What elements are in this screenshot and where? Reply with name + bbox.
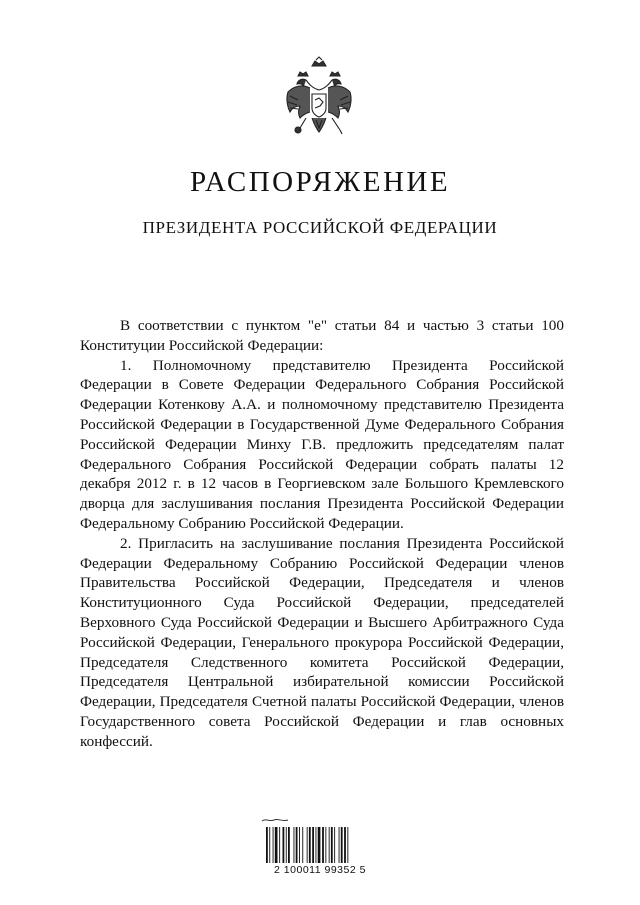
body-paragraph-2: 2. Пригласить на заслушивание послания Президента Российской Федерации Федеральному Собранию Российской Федерации членов Правительства Российской Федерации, Председателя и членов Конституционного Суда Российской Федерации, председателей Верховного Суда Российской Федерации и Высшего Арбитражного Суда Российской Федерации, Генерального прокурора Российской Федерации, Председателя Следственного комитета Российской Федерации, Председателя Центральной избирательной комиссии Российской Федерации, Председателя Счетной палаты Российской Федерации, членов Государственного совета Российской Федерации и глав основных конфессий. — [80, 534, 564, 750]
barcode-number: 2 100011 99352 5 — [274, 864, 366, 876]
russian-coat-of-arms-icon — [276, 56, 362, 144]
body-paragraph-intro: В соответствии с пунктом "е" статьи 84 и частью 3 статьи 100 Конституции Российской Федерации: — [80, 317, 564, 354]
document-body — [80, 316, 564, 752]
document-title: РАСПОРЯЖЕНИЕ — [189, 166, 451, 198]
body-paragraph-1: 1. Полномочному представителю Президента Российской Федерации в Совете Федерации Федерального Собрания Российской Федерации Котенкову А.А. и полномочному представителю Президента Российской Федерации в Государственной Думе Федерального Собрания Российской Федерации Минху Г.В. предложить председателям палат Федерального Собрания Российской Федерации собрать палаты 12 декабря 2012 г. в 12 часов в Георгиевском зале Большого Кремлевского дворца для заслушивания послания Президента Российской Федерации Федеральному Собранию Российской Федерации. — [80, 356, 564, 532]
document-subtitle: ПРЕЗИДЕНТА РОССИЙСКОЙ ФЕДЕРАЦИИ — [142, 218, 498, 237]
